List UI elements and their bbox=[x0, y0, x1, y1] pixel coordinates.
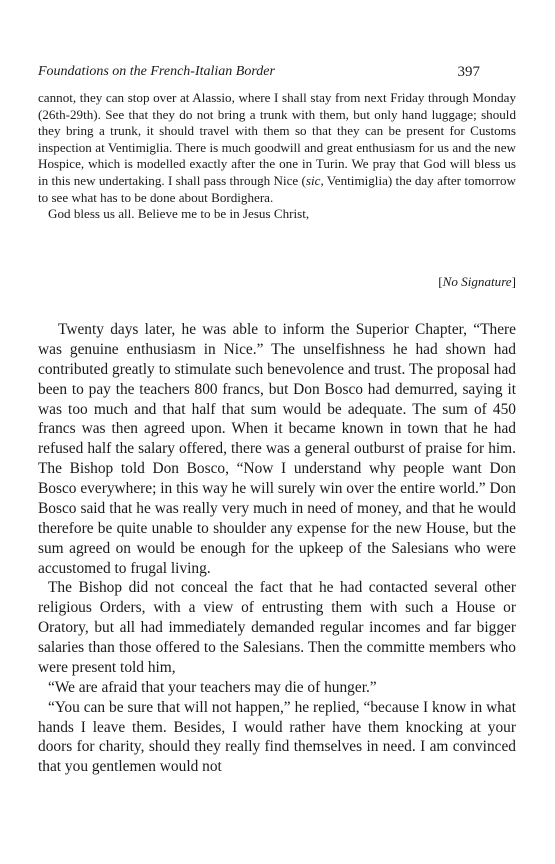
letter-paragraph-end: Ventimiglia) the day after tomorrow to see what has to be done about Bordighera. bbox=[38, 172, 516, 205]
letter-text bbox=[38, 90, 516, 223]
signature-close-bracket: ] bbox=[511, 274, 516, 289]
letter-closing: God bless us all. Believe me to be in Jesus Christ, bbox=[48, 206, 310, 222]
letter-paragraph bbox=[38, 90, 516, 206]
page-number: 397 bbox=[457, 64, 480, 80]
narrative-text bbox=[38, 320, 516, 777]
narrative-paragraph-4: “You can be sure that will not happen,” he replied, “because I know in what hands I leave them. Besides, I would rather have them knocking at your doors for charity, should they really find themselves in need. I am convinced that you gentlemen would not bbox=[38, 698, 516, 776]
sic-note: sic, bbox=[305, 172, 324, 188]
signature-open-bracket: [ bbox=[438, 274, 443, 289]
signature-text: No Signature bbox=[442, 274, 512, 289]
chapter-title: Foundations on the French-Italian Border bbox=[38, 64, 275, 79]
narrative-paragraph-2: The Bishop did not conceal the fact that he had contacted several other religious Orders, with a view of entrusting them with such a House or Oratory, but all had immediately demanded regular incomes and far bigger salaries than those offered to the Salesians. Then the committe members who were present told him, bbox=[38, 579, 516, 676]
narrative-paragraph-1: Twenty days later, he was able to inform the Superior Chapter, “There was genuine enthusiasm in Nice.” The unselfishness he had shown had contributed greatly to stimulate such benevolence and trust. The proposal had been to pay the teachers 800 francs, but Don Bosco had demurred, saying it was too much and that half that sum would be adequate. The sum of 450 francs was then agreed upon. When it became known in town that he had refused half the salary offered, there was a general outburst of praise for him. The Bishop told Don Bosco, “Now I understand why people want Don Bosco everywhere; in this way he will surely win over the entire world.” Don Bosco said that he was really very much in need of money, and that he would therefore be quite unable to shoulder any expense for the new House, but the sum agreed on would be enough for the upkeep of the Salesians who were accustomed to frugal living. bbox=[38, 321, 516, 577]
signature-line bbox=[438, 274, 516, 290]
running-header bbox=[38, 64, 516, 84]
letter-paragraph-text: cannot, they can stop over at Alassio, where I shall stay from next Friday through Monday (26th-29th). See that they do not bring a trunk with them, but only hand luggage; should they bring a trunk, it should travel with them so that they can be present for Customs inspection at Ventimiglia. There is much goodwill and great enthusiasm for us and the new Hospice, which is modelled exactly after the one in Turin. We pray that God will bless us in this new undertaking. I shall pass through Nice ( bbox=[38, 90, 516, 188]
narrative-paragraph-3: “We are afraid that your teachers may die of hunger.” bbox=[48, 678, 377, 696]
